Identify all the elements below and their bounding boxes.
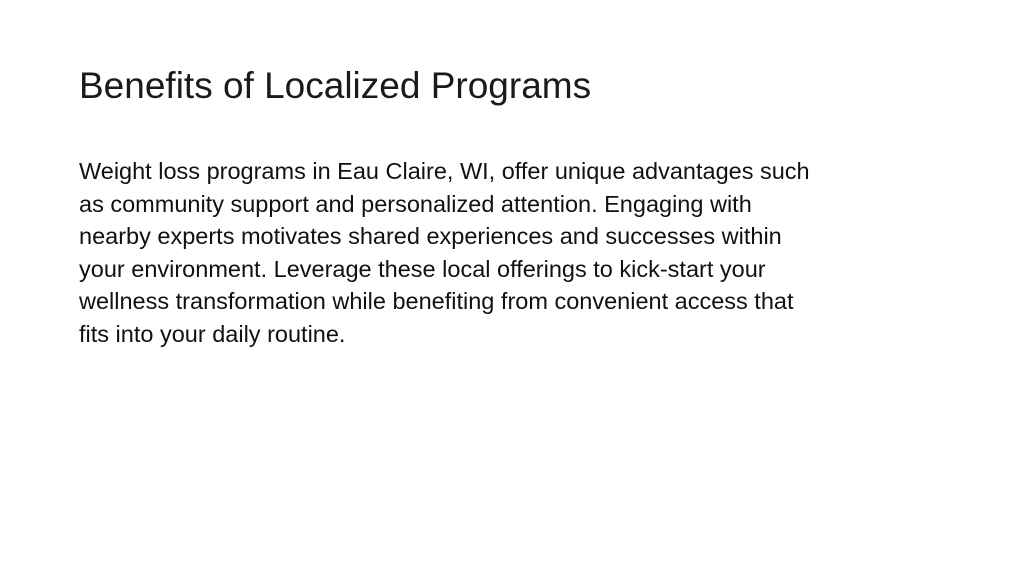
body-line: as community support and personalized attention. Engaging with [79,190,752,217]
body-line: nearby experts motivates shared experiences and successes within [79,223,782,249]
body-line: Weight loss programs in Eau Claire, WI, offer unique advantages such [79,158,810,184]
body-line: your environment. Leverage these local offerings to kick-start your [79,255,766,282]
body-line: wellness transformation while benefiting from convenient access that [79,288,794,314]
slide-body-paragraph [79,155,939,350]
slide-title: Benefits of Localized Programs [79,65,592,106]
body-line: fits into your daily routine. [79,320,346,347]
